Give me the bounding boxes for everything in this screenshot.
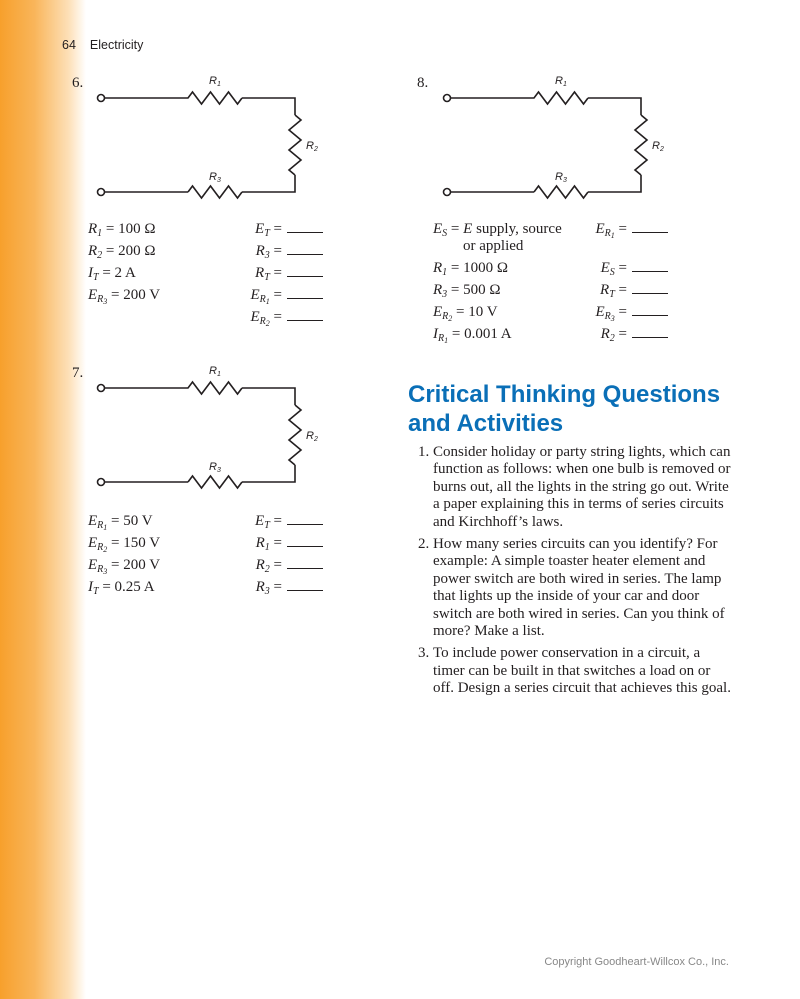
unknown-value — [203, 555, 323, 575]
answer-blank[interactable] — [632, 303, 668, 316]
sub-subscript: 1 — [103, 523, 108, 532]
sub-subscript: 3 — [103, 297, 108, 306]
value: = 10 V — [452, 304, 498, 320]
symbol: E — [250, 287, 260, 303]
value: = — [269, 243, 282, 259]
given-value — [433, 302, 498, 322]
symbol: E — [88, 535, 98, 551]
value: = — [447, 221, 464, 237]
subscript-text: R — [97, 294, 104, 305]
series-circuit-diagram — [95, 75, 335, 200]
unknown-value — [548, 219, 668, 239]
unknown-value — [203, 285, 323, 305]
unknown-value — [548, 324, 668, 344]
given-value — [88, 285, 160, 305]
symbol: R — [255, 535, 265, 551]
subscript-text: 1 — [442, 267, 448, 278]
unknown-value — [203, 577, 323, 597]
value: or applied — [463, 238, 524, 254]
r2-label: R2 — [652, 140, 664, 153]
subscript — [605, 228, 615, 239]
symbol: E — [433, 304, 443, 320]
answer-blank[interactable] — [287, 556, 323, 569]
series-circuit-diagram — [95, 365, 335, 490]
subscript — [260, 294, 270, 305]
r3-label: R3 — [209, 171, 221, 184]
subscript-text: R — [97, 520, 104, 531]
answer-blank[interactable] — [632, 281, 668, 294]
value: = — [614, 282, 627, 298]
subscript-text: R — [604, 228, 611, 239]
symbol: R — [255, 557, 265, 573]
subscript-text: S — [442, 228, 448, 239]
wire-r2 — [242, 405, 301, 482]
value: = 200 Ω — [102, 243, 156, 259]
wire-r3 — [105, 186, 243, 198]
value: = — [269, 265, 282, 281]
answer-blank[interactable] — [287, 220, 323, 233]
symbol: R — [88, 243, 98, 259]
sub-subscript: 1 — [265, 297, 270, 306]
value: = — [614, 260, 627, 276]
series-circuit-diagram — [441, 75, 681, 200]
unknown-value — [203, 307, 323, 327]
symbol: E — [463, 221, 473, 237]
symbol: I — [433, 326, 438, 342]
symbol: R — [255, 243, 265, 259]
r1-label: R1 — [209, 365, 221, 378]
symbol: E — [88, 287, 98, 303]
symbol: R — [88, 221, 98, 237]
subscript-text: 2 — [264, 564, 270, 575]
subscript-text: R — [259, 316, 266, 327]
running-header — [62, 38, 143, 52]
value: = — [269, 579, 282, 595]
answer-blank[interactable] — [287, 286, 323, 299]
subscript — [97, 294, 107, 305]
value: supply, source — [472, 221, 562, 237]
answer-blank[interactable] — [287, 242, 323, 255]
r2-label: R2 — [306, 430, 318, 443]
answer-blank[interactable] — [632, 259, 668, 272]
subscript-text: 2 — [609, 333, 615, 344]
value: = — [269, 287, 282, 303]
symbol: I — [88, 265, 93, 281]
symbol: R — [255, 265, 265, 281]
sub-subscript: 2 — [448, 314, 453, 323]
value: = — [269, 221, 282, 237]
sub-subscript: 1 — [444, 336, 449, 345]
terminal — [98, 385, 105, 392]
symbol: E — [600, 260, 610, 276]
terminal — [98, 479, 105, 486]
section-heading: Critical Thinking Questions and Activities — [408, 381, 721, 437]
question-3: 3. To include power conservation in a circuit, a timer can be built in that switches a load on or off. Design a series circuit that achieves this goal. — [433, 645, 733, 697]
unknown-value — [203, 219, 323, 239]
symbol: E — [255, 513, 265, 529]
subscript-text: R — [604, 311, 611, 322]
given-value — [88, 219, 156, 239]
subscript-text: T — [264, 228, 270, 239]
given-value — [88, 555, 160, 575]
problem-number: 8. — [417, 75, 429, 91]
value: = 0.25 A — [98, 579, 155, 595]
subscript — [260, 316, 270, 327]
value: = — [614, 304, 627, 320]
subscript-text: T — [264, 272, 270, 283]
subscript-text: 1 — [264, 542, 270, 553]
given-value — [463, 236, 523, 256]
problem-number: 6. — [72, 75, 84, 91]
unknown-value — [548, 302, 668, 322]
terminal — [98, 189, 105, 196]
answer-blank[interactable] — [287, 264, 323, 277]
question-1: 1. Consider holiday or party string lights, which can function as follows: when one bulb is removed or burns out, all the lights in the string go out. Write a paper explaining this in terms of series circuits and Kirchhoff’s laws. — [433, 444, 733, 531]
unknown-value — [203, 511, 323, 531]
terminal — [444, 189, 451, 196]
symbol: E — [595, 221, 605, 237]
wire-r2 — [588, 115, 647, 192]
copyright: Copyright Goodheart-Willcox Co., Inc. — [544, 956, 729, 968]
symbol: E — [88, 557, 98, 573]
questions-list — [408, 444, 733, 703]
value: = 0.001 A — [448, 326, 512, 342]
symbol: E — [255, 221, 265, 237]
answer-blank[interactable] — [287, 512, 323, 525]
value: = — [269, 309, 282, 325]
sub-subscript: 3 — [610, 314, 615, 323]
value: = 50 V — [107, 513, 153, 529]
r1-label: R1 — [209, 75, 221, 88]
value: = — [614, 221, 627, 237]
value: = — [269, 513, 282, 529]
unknown-value — [548, 280, 668, 300]
r3-label: R3 — [209, 461, 221, 474]
subscript — [442, 311, 452, 322]
sub-subscript: 3 — [103, 567, 108, 576]
sub-subscript: 2 — [103, 545, 108, 554]
subscript-text: 3 — [442, 289, 448, 300]
answer-blank[interactable] — [632, 220, 668, 233]
value: = 150 V — [107, 535, 161, 551]
symbol: R — [433, 282, 443, 298]
symbol: E — [595, 304, 605, 320]
page-number: 64 — [62, 38, 76, 52]
value: = — [269, 535, 282, 551]
wire-r3 — [451, 186, 589, 198]
subscript-text: R — [259, 294, 266, 305]
given-value — [433, 280, 501, 300]
symbol: R — [600, 326, 610, 342]
subscript-text: R — [97, 564, 104, 575]
subscript-text: T — [93, 586, 99, 597]
given-value — [88, 533, 160, 553]
problem-number: 7. — [72, 365, 84, 381]
given-value — [88, 241, 156, 261]
subscript-text: T — [609, 289, 615, 300]
answer-blank[interactable] — [287, 534, 323, 547]
subscript-text: R — [442, 311, 449, 322]
unknown-value — [203, 263, 323, 283]
given-value — [88, 511, 153, 531]
terminal — [444, 95, 451, 102]
question-2: 2. How many series circuits can you identify? For example: A simple toaster heater element and power switch are both wired in series. The lamp that lights up the inside of your car and door switch are both wired in series. Can you think of more? Make a list. — [433, 536, 733, 640]
symbol: R — [433, 260, 443, 276]
value: = 2 A — [98, 265, 136, 281]
symbol: I — [88, 579, 93, 595]
r1-label: R1 — [555, 75, 567, 88]
subscript-text: R — [97, 542, 104, 553]
subscript — [97, 564, 107, 575]
subscript-text: R — [438, 333, 445, 344]
wire-r1 — [105, 382, 296, 405]
wire-r3 — [105, 476, 243, 488]
unknown-value — [548, 258, 668, 278]
value: = 1000 Ω — [447, 260, 509, 276]
wire-r1 — [451, 92, 642, 115]
value: = 500 Ω — [447, 282, 501, 298]
subscript — [97, 520, 107, 531]
given-value — [88, 577, 155, 597]
sub-subscript: 1 — [610, 231, 615, 240]
answer-blank[interactable] — [287, 578, 323, 591]
symbol: R — [255, 579, 265, 595]
subscript-text: S — [609, 267, 615, 278]
r3-label: R3 — [555, 171, 567, 184]
subscript — [438, 333, 448, 344]
value: = 200 V — [107, 287, 161, 303]
subscript — [97, 542, 107, 553]
orange-margin-strip — [0, 0, 86, 999]
subscript-text: 3 — [264, 586, 270, 597]
symbol: E — [250, 309, 260, 325]
chapter-title: Electricity — [89, 38, 144, 52]
subscript-text: 1 — [97, 228, 103, 239]
answer-blank[interactable] — [632, 325, 668, 338]
subscript-text: T — [93, 272, 99, 283]
subscript-text: T — [264, 520, 270, 531]
unknown-value — [203, 533, 323, 553]
unknown-value — [203, 241, 323, 261]
subscript-text: 3 — [264, 250, 270, 261]
wire-r2 — [242, 115, 301, 192]
subscript-text: 2 — [97, 250, 103, 261]
value: = — [614, 326, 627, 342]
value: = 100 Ω — [102, 221, 156, 237]
value: = 200 V — [107, 557, 161, 573]
r2-label: R2 — [306, 140, 318, 153]
sub-subscript: 2 — [265, 319, 270, 328]
value: = — [269, 557, 282, 573]
symbol: R — [600, 282, 610, 298]
subscript — [605, 311, 615, 322]
terminal — [98, 95, 105, 102]
given-value — [433, 258, 508, 278]
symbol: E — [88, 513, 98, 529]
answer-blank[interactable] — [287, 308, 323, 321]
wire-r1 — [105, 92, 296, 115]
given-value — [88, 263, 136, 283]
symbol: E — [433, 221, 443, 237]
given-value — [433, 324, 512, 344]
